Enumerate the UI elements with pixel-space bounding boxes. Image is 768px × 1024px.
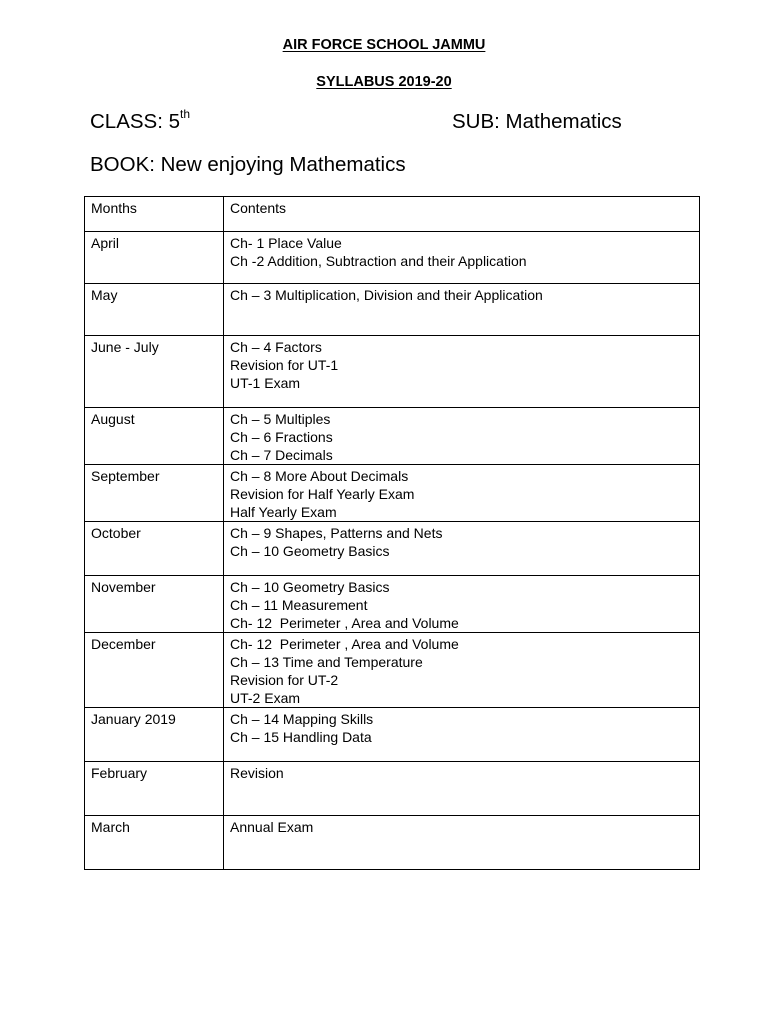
syllabus-title: SYLLABUS 2019-20 xyxy=(316,74,452,90)
contents-cell xyxy=(224,816,700,870)
school-name: AIR FORCE SCHOOL JAMMU xyxy=(282,37,486,53)
table-header-row xyxy=(85,197,700,232)
contents-cell xyxy=(224,284,700,336)
table-row xyxy=(85,576,700,633)
contents-cell xyxy=(224,708,700,762)
content-line: UT-1 Exam xyxy=(230,375,301,391)
class-label: CLASS: 5 xyxy=(90,110,181,133)
content-line: Ch- 12 Perimeter , Area and Volume xyxy=(230,636,459,652)
content-line: Ch- 12 Perimeter , Area and Volume xyxy=(230,615,459,631)
content-line: Ch – 10 Geometry Basics xyxy=(230,579,390,595)
table-row xyxy=(85,465,700,522)
header-contents: Contents xyxy=(224,197,700,232)
table-row xyxy=(85,708,700,762)
contents-cell xyxy=(224,633,700,708)
content-line: Revision for UT-1 xyxy=(230,357,339,373)
class-info xyxy=(90,107,191,134)
class-suffix: th xyxy=(180,107,191,122)
contents-cell xyxy=(224,762,700,816)
table-row xyxy=(85,336,700,408)
syllabus-table xyxy=(84,196,700,870)
table-row xyxy=(85,816,700,870)
content-line: Ch – 14 Mapping Skills xyxy=(230,711,374,727)
contents-cell xyxy=(224,408,700,465)
contents-cell xyxy=(224,465,700,522)
table-row xyxy=(85,408,700,465)
month-cell: May xyxy=(85,284,224,336)
month-cell: December xyxy=(85,633,224,708)
subject-info: SUB: Mathematics xyxy=(452,110,622,133)
content-line: Ch -2 Addition, Subtraction and their Application xyxy=(230,253,527,269)
content-line: Ch – 10 Geometry Basics xyxy=(230,543,390,559)
content-line: Annual Exam xyxy=(230,819,314,835)
table-row xyxy=(85,762,700,816)
content-line: Revision xyxy=(230,765,284,781)
table-row xyxy=(85,232,700,284)
content-line: Ch – 8 More About Decimals xyxy=(230,468,409,484)
month-cell: June - July xyxy=(85,336,224,408)
table-row xyxy=(85,522,700,576)
content-line: Ch – 6 Fractions xyxy=(230,429,333,445)
contents-cell xyxy=(224,232,700,284)
content-line: Ch – 3 Multiplication, Division and their Application xyxy=(230,287,543,303)
month-cell: October xyxy=(85,522,224,576)
content-line: Ch – 5 Multiples xyxy=(230,411,331,427)
month-cell: August xyxy=(85,408,224,465)
content-line: Ch- 1 Place Value xyxy=(230,235,342,251)
content-line: Ch – 13 Time and Temperature xyxy=(230,654,423,670)
content-line: UT-2 Exam xyxy=(230,690,301,706)
content-line: Ch – 15 Handling Data xyxy=(230,729,372,745)
contents-cell xyxy=(224,576,700,633)
month-cell: January 2019 xyxy=(85,708,224,762)
month-cell: April xyxy=(85,232,224,284)
content-line: Ch – 7 Decimals xyxy=(230,447,333,463)
book-info: BOOK: New enjoying Mathematics xyxy=(90,153,406,176)
month-cell: February xyxy=(85,762,224,816)
header-months: Months xyxy=(85,197,224,232)
contents-cell xyxy=(224,522,700,576)
content-line: Revision for Half Yearly Exam xyxy=(230,486,415,502)
table-row xyxy=(85,284,700,336)
month-cell: March xyxy=(85,816,224,870)
content-line: Ch – 9 Shapes, Patterns and Nets xyxy=(230,525,443,541)
month-cell: November xyxy=(85,576,224,633)
content-line: Revision for UT-2 xyxy=(230,672,339,688)
contents-cell xyxy=(224,336,700,408)
month-cell: September xyxy=(85,465,224,522)
table-row xyxy=(85,633,700,708)
content-line: Half Yearly Exam xyxy=(230,504,337,520)
content-line: Ch – 11 Measurement xyxy=(230,597,368,613)
content-line: Ch – 4 Factors xyxy=(230,339,322,355)
